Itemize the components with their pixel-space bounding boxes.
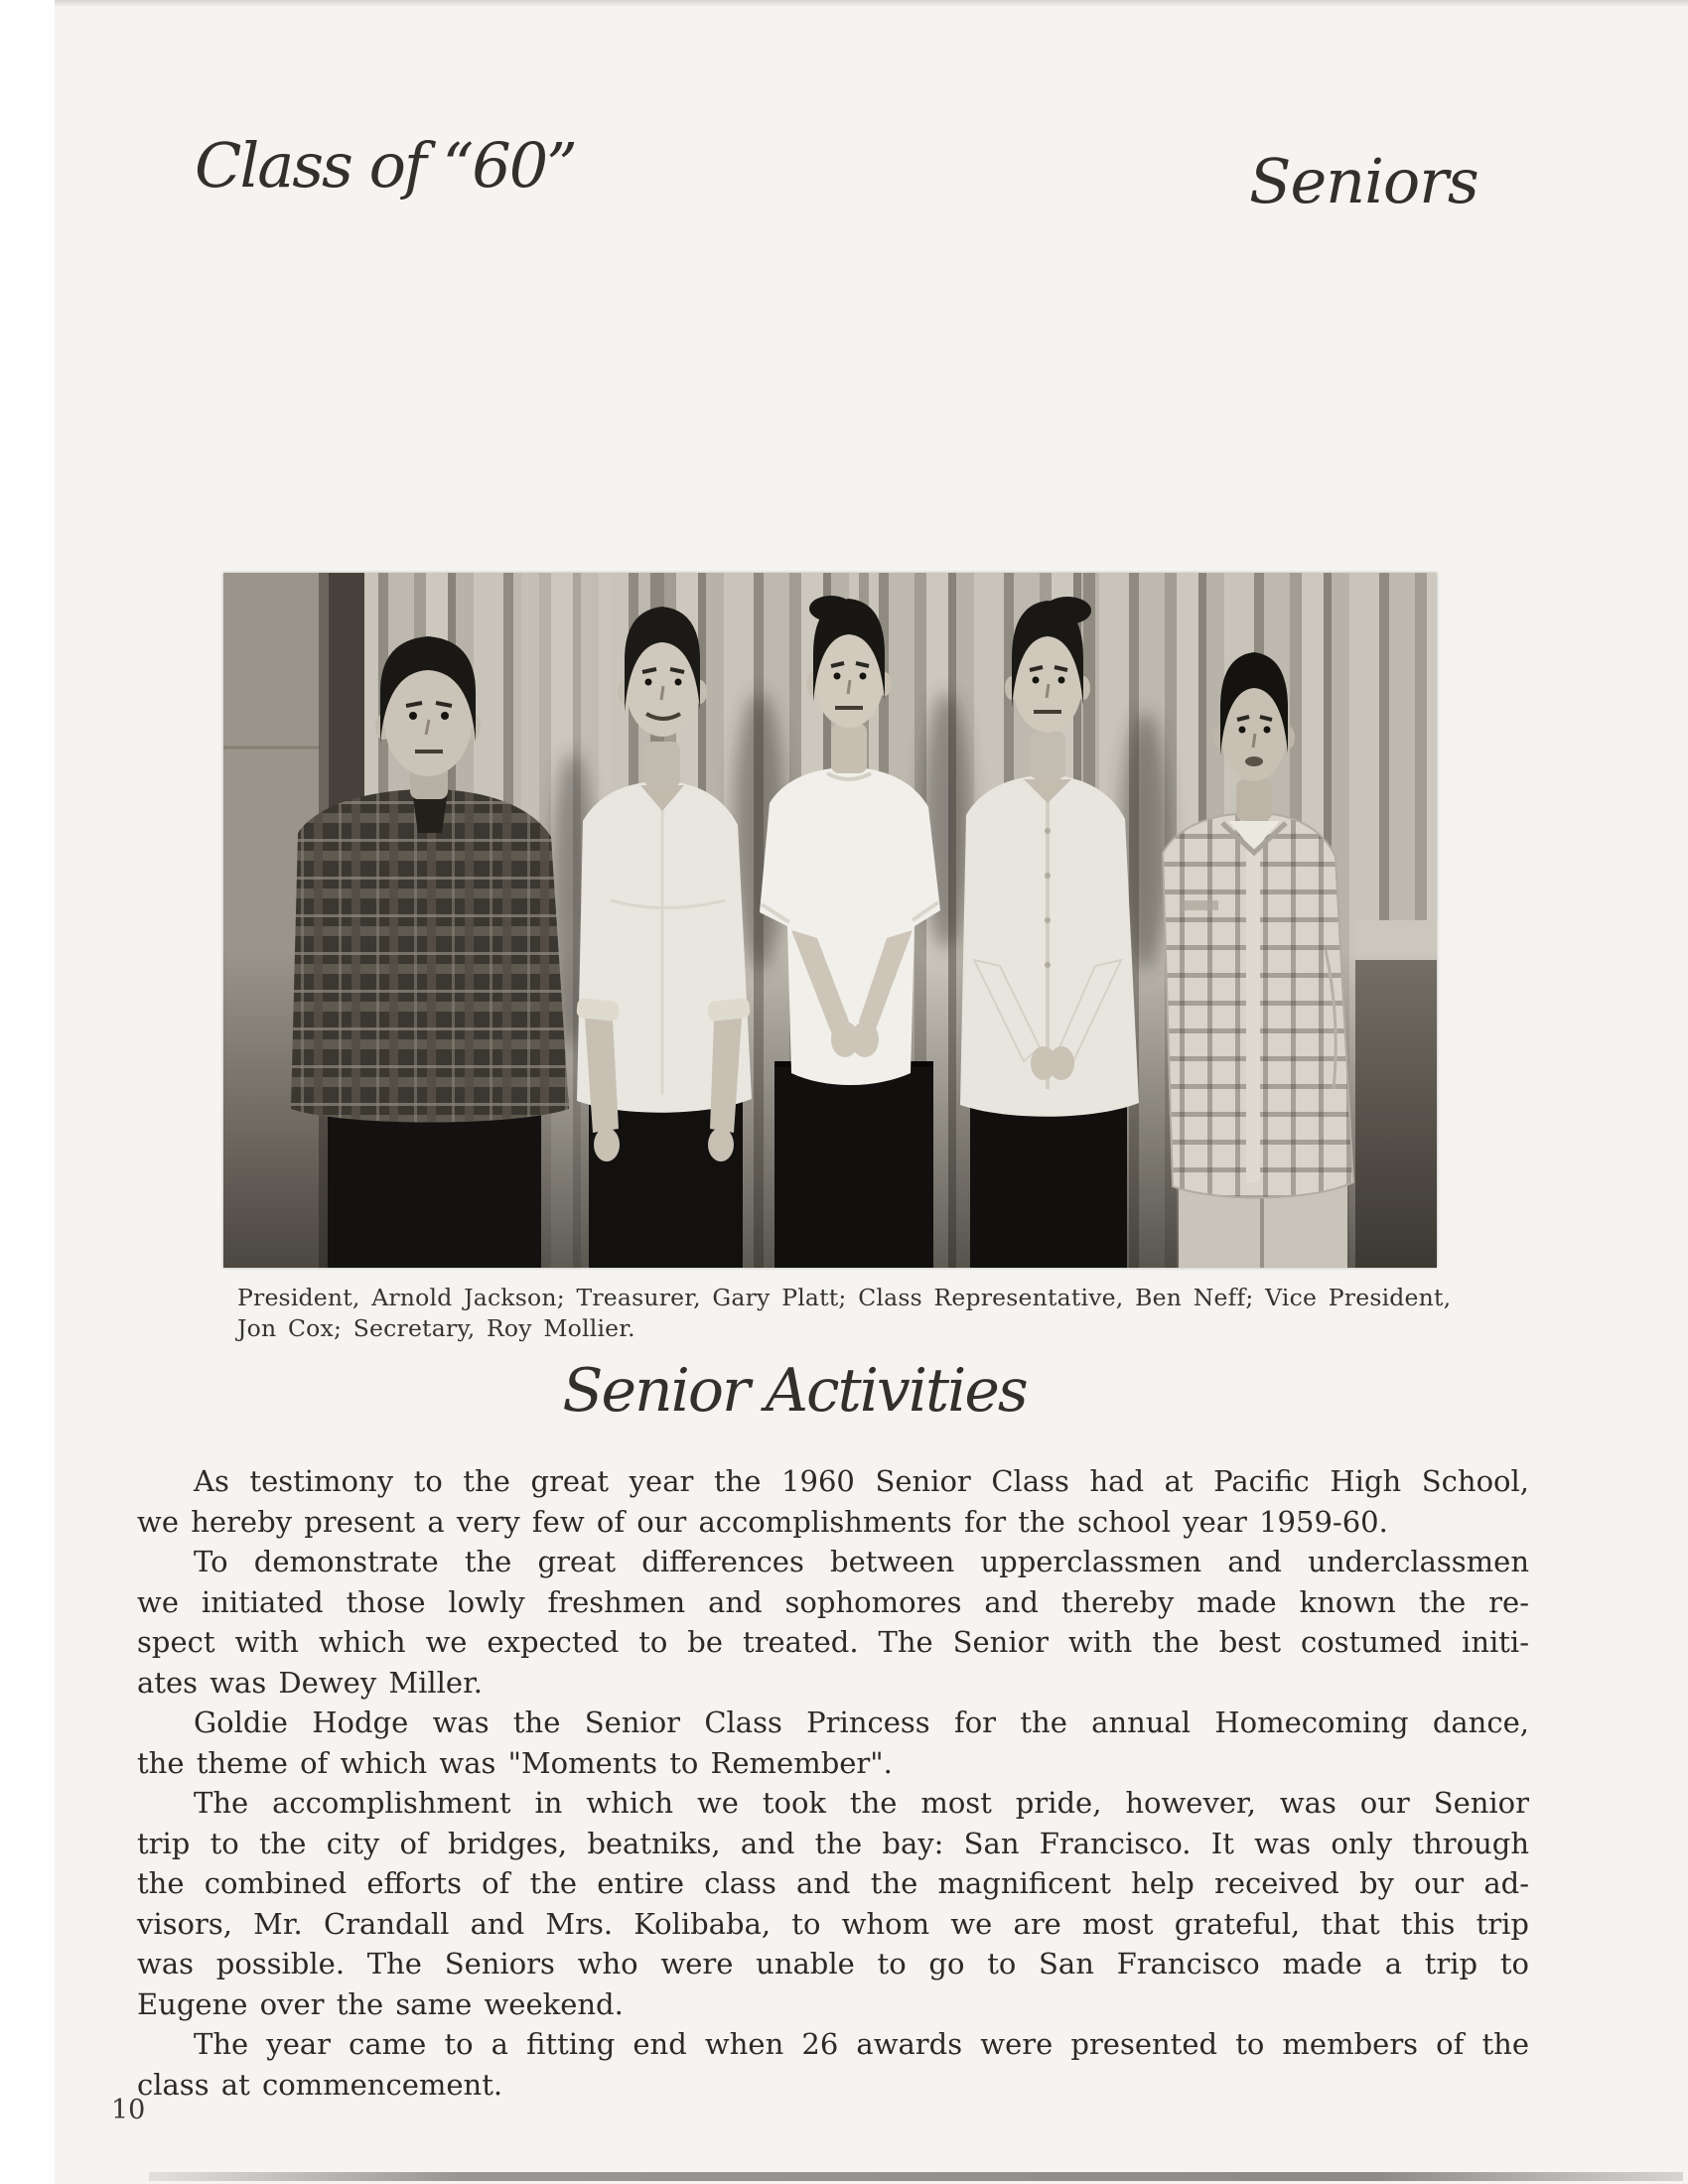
- scan-edge-left: [0, 0, 55, 2184]
- scan-edge-bottom: [149, 2172, 1683, 2181]
- body-line: was possible. The Seniors who were unable to go to San Francisco made a trip to: [137, 1947, 1529, 1980]
- body-line: Eugene over the same weekend.: [137, 1986, 624, 2021]
- photo-caption: [237, 1283, 1528, 1344]
- body-line: we initiated those lowly freshmen and sophomores and thereby made known the re-: [137, 1584, 1529, 1619]
- body-line: The year came to a fitting end when 26 awards were presented to members of the: [194, 2027, 1529, 2061]
- photo-caption-line: President, Arnold Jackson; Treasurer, Gary Platt; Class Representative, Ben Neff; Vice President,: [237, 1284, 1452, 1311]
- body-line: trip to the city of bridges, beatniks, and the bay: San Francisco. It was only through: [137, 1826, 1529, 1860]
- body-text: [137, 1461, 1529, 2105]
- class-officers-photo: [223, 573, 1437, 1268]
- section-heading: Senior Activities: [562, 1356, 1027, 1426]
- body-line: visors, Mr. Crandall and Mrs. Kolibaba, to whom we are most grateful, that this trip: [137, 1906, 1529, 1941]
- page-title-class-of-60: Class of “60”: [195, 129, 576, 202]
- body-line: class at commencement.: [137, 2067, 503, 2102]
- body-line: The accomplishment in which we took the most pride, however, was our Senior: [194, 1786, 1529, 1820]
- class-officers-photo-graphic: [223, 573, 1437, 1268]
- body-line: As testimony to the great year the 1960 Senior Class had at Pacific High School,: [194, 1464, 1529, 1498]
- body-line: ates was Dewey Miller.: [137, 1665, 483, 1700]
- photo-caption-line: Jon Cox; Secretary, Roy Mollier.: [237, 1314, 635, 1342]
- page-title-seniors: Seniors: [1249, 145, 1478, 217]
- body-line: spect with which we expected to be treated. The Senior with the best costumed initi-: [137, 1625, 1529, 1659]
- body-line: Goldie Hodge was the Senior Class Princess for the annual Homecoming dance,: [194, 1706, 1529, 1739]
- scan-edge-top: [55, 0, 1688, 7]
- body-line: the theme of which was "Moments to Remember".: [137, 1745, 893, 1780]
- body-line: To demonstrate the great differences between upperclassmen and underclassmen: [194, 1545, 1529, 1578]
- page-number: 10: [111, 2095, 146, 2125]
- body-line: we hereby present a very few of our accomplishments for the school year 1959-60.: [137, 1504, 1388, 1539]
- body-line: the combined efforts of the entire class and the magnificent help received by our ad-: [137, 1866, 1529, 1900]
